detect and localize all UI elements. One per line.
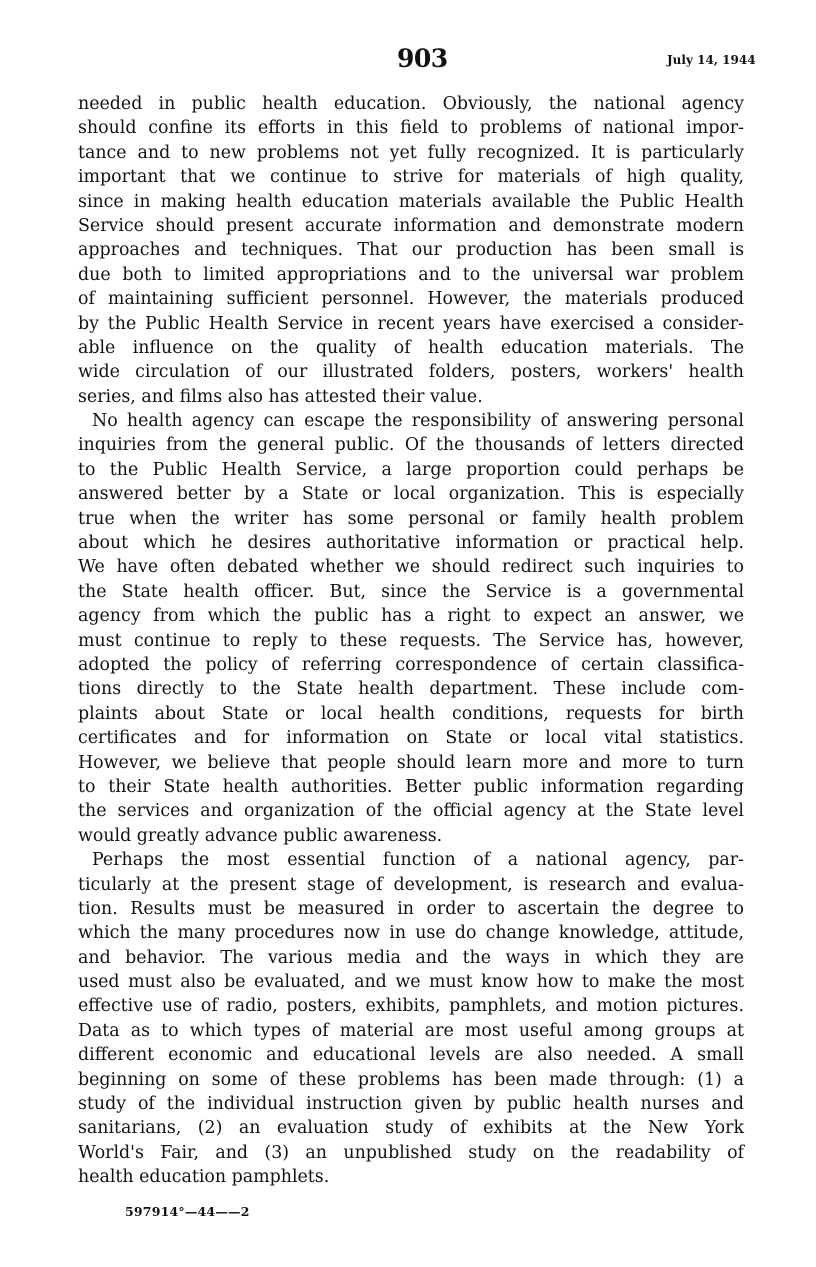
text-line: study of the individual instruction given by public health nurses and bbox=[78, 1094, 744, 1115]
text-line: tions directly to the State health department. These include com- bbox=[78, 679, 744, 700]
text-line: the State health officer. But, since the Service is a governmental bbox=[78, 581, 744, 602]
text-line: of maintaining sufficient personnel. However, the materials produced bbox=[78, 289, 744, 310]
text-line: used must also be evaluated, and we must know how to make the most bbox=[78, 972, 744, 993]
text-line: to the Public Health Service, a large proportion could perhaps be bbox=[78, 459, 744, 480]
text-line: inquiries from the general public. Of the thousands of letters directed bbox=[78, 435, 744, 456]
text-line: should confine its efforts in this field to problems of national impor- bbox=[78, 118, 744, 139]
text-line: since in making health education materials available the Public Health bbox=[78, 191, 744, 212]
text-line: beginning on some of these problems has been made through: (1) a bbox=[78, 1069, 744, 1090]
text-line: needed in public health education. Obviously, the national agency bbox=[78, 94, 744, 114]
text-line: answered better by a State or local organization. This is especially bbox=[78, 484, 744, 505]
page-header bbox=[0, 40, 816, 80]
text-line: Data as to which types of material are most useful among groups at bbox=[78, 1020, 744, 1041]
printer-code: 597914°—44——2 bbox=[125, 1204, 250, 1219]
text-line: sanitarians, (2) an evaluation study of exhibits at the New York bbox=[78, 1118, 744, 1139]
text-line: series, and films also has attested their value. bbox=[78, 386, 483, 407]
text-line: and behavior. The various media and the ways in which they are bbox=[78, 947, 744, 968]
text-line: However, we believe that people should learn more and more to turn bbox=[78, 752, 744, 773]
text-line: health education pamphlets. bbox=[78, 1167, 330, 1188]
text-line: which the many procedures now in use do change knowledge, attitude, bbox=[78, 923, 744, 944]
text-line: agency from which the public has a right to expect an answer, we bbox=[78, 606, 744, 627]
text-line: the services and organization of the official agency at the State level bbox=[78, 801, 744, 822]
paragraph-2 bbox=[78, 409, 744, 848]
text-line: tance and to new problems not yet fully recognized. It is particularly bbox=[78, 142, 744, 163]
body-text bbox=[78, 92, 744, 1190]
text-line: due both to limited appropriations and to the universal war problem bbox=[78, 264, 744, 285]
text-line: plaints about State or local health conditions, requests for birth bbox=[78, 703, 744, 724]
text-line: about which he desires authoritative information or practical help. bbox=[78, 533, 744, 554]
text-line: approaches and techniques. That our production has been small is bbox=[78, 240, 744, 261]
running-header-date: July 14, 1944 bbox=[667, 53, 756, 67]
text-line: must continue to reply to these requests. The Service has, however, bbox=[78, 630, 744, 651]
text-line: true when the writer has some personal or family health problem bbox=[78, 508, 744, 529]
text-line: by the Public Health Service in recent years have exercised a consider- bbox=[78, 313, 744, 334]
text-line: to their State health authorities. Better public information regarding bbox=[78, 776, 744, 797]
text-line: certificates and for information on State or local vital statistics. bbox=[78, 728, 744, 749]
text-line: Service should present accurate information and demonstrate modern bbox=[78, 215, 744, 236]
text-line: able influence on the quality of health education materials. The bbox=[78, 337, 744, 358]
text-line: ticularly at the present stage of development, is research and evalua- bbox=[78, 874, 744, 895]
paragraph-1 bbox=[78, 92, 744, 409]
text-line: wide circulation of our illustrated folders, posters, workers' health bbox=[78, 362, 744, 383]
text-line: important that we continue to strive for materials of high quality, bbox=[78, 167, 744, 188]
text-line: adopted the policy of referring correspondence of certain classifica- bbox=[78, 654, 744, 675]
text-line: tion. Results must be measured in order to ascertain the degree to bbox=[78, 898, 744, 919]
page-number: 903 bbox=[397, 44, 448, 73]
text-line: No health agency can escape the responsibility of answering personal bbox=[92, 411, 744, 432]
text-line: We have often debated whether we should redirect such inquiries to bbox=[78, 557, 744, 578]
text-line: different economic and educational levels are also needed. A small bbox=[78, 1045, 744, 1066]
text-line: World's Fair, and (3) an unpublished study on the readability of bbox=[78, 1142, 744, 1163]
paragraph-3 bbox=[78, 848, 744, 1189]
text-line: would greatly advance public awareness. bbox=[78, 825, 443, 846]
text-line: Perhaps the most essential function of a national agency, par- bbox=[92, 850, 744, 871]
text-line: effective use of radio, posters, exhibits, pamphlets, and motion pictures. bbox=[78, 996, 744, 1017]
